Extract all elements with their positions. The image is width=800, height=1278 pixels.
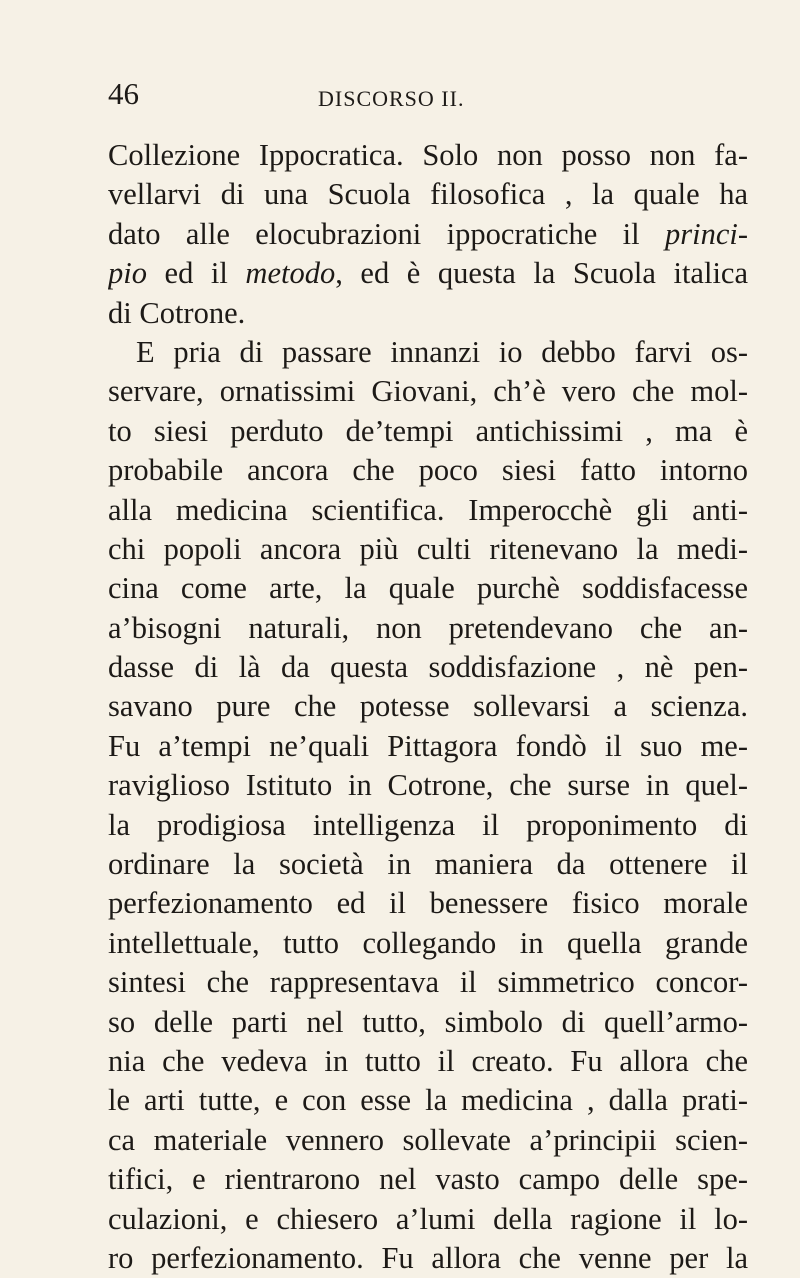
text-line-3 <box>108 215 748 254</box>
text-line-2: vellarvi di una Scuola filosofica , la quale ha <box>108 177 748 212</box>
page-header <box>108 78 748 118</box>
text-line-17: raviglioso Istituto in Cotrone, che surse in quel- <box>108 768 748 803</box>
text-line-19: ordinare la società in maniera da ottenere il <box>108 847 748 882</box>
text-line-5: di Cotrone. <box>108 295 246 330</box>
text-segment: dato alle elocubrazioni ippocratiche il <box>108 216 640 251</box>
text-segment: ed il <box>164 256 228 291</box>
text-line-25: le arti tutte, e con esse la medicina , dalla prati- <box>108 1083 748 1118</box>
text-line-8: to siesi perduto de’tempi antichissimi , ma è <box>108 413 748 448</box>
page-number: 46 <box>108 76 139 111</box>
italic-word-metodo: metodo <box>245 256 336 291</box>
body-text <box>108 136 748 1275</box>
text-line-14: dasse di là da questa soddisfazione , nè pen- <box>108 650 748 685</box>
text-line-29: ro perfezionamento. Fu allora che venne per la <box>108 1240 748 1275</box>
text-line-20: perfezionamento ed il benessere fisico morale <box>108 886 748 921</box>
text-line-1: Collezione Ippocratica. Solo non posso non fa- <box>108 138 748 172</box>
text-line-28: culazioni, e chiesero a’lumi della ragione il lo- <box>108 1201 748 1236</box>
text-line-7: servare, ornatissimi Giovani, ch’è vero che mol- <box>108 374 748 409</box>
text-segment: , ed è questa la Scuola italica <box>335 256 748 291</box>
text-line-10: alla medicina scientifica. Imperocchè gli anti- <box>108 492 748 527</box>
running-title: DISCORSO II. <box>318 86 465 111</box>
text-line-12: cina come arte, la quale purchè soddisfacesse <box>108 571 748 606</box>
text-line-11: chi popoli ancora più culti ritenevano la medi- <box>108 531 748 566</box>
text-line-27: tifici, e rientrarono nel vasto campo delle spe- <box>108 1162 748 1197</box>
text-line-26: ca materiale vennero sollevate a’principii scien- <box>108 1122 748 1157</box>
text-line-6: E pria di passare innanzi io debbo farvi os- <box>136 334 748 369</box>
text-line-13: a’bisogni naturali, non pretendevano che an- <box>108 610 748 645</box>
italic-word-princi: princi- <box>664 216 748 251</box>
text-line-23: so delle parti nel tutto, simbolo di quell’armo- <box>108 1004 748 1039</box>
text-line-9: probabile ancora che poco siesi fatto intorno <box>108 453 748 488</box>
text-line-18: la prodigiosa intelligenza il proponimento di <box>108 807 748 842</box>
text-line-4 <box>108 254 748 293</box>
text-line-15: savano pure che potesse sollevarsi a scienza. <box>108 689 748 724</box>
italic-word-pio: pio <box>108 256 147 291</box>
text-line-16: Fu a’tempi ne’quali Pittagora fondò il suo me- <box>108 728 748 763</box>
text-line-24: nia che vedeva in tutto il creato. Fu allora che <box>108 1043 748 1078</box>
text-line-21: intellettuale, tutto collegando in quella grande <box>108 925 748 960</box>
text-line-22: sintesi che rappresentava il simmetrico concor- <box>108 965 748 1000</box>
